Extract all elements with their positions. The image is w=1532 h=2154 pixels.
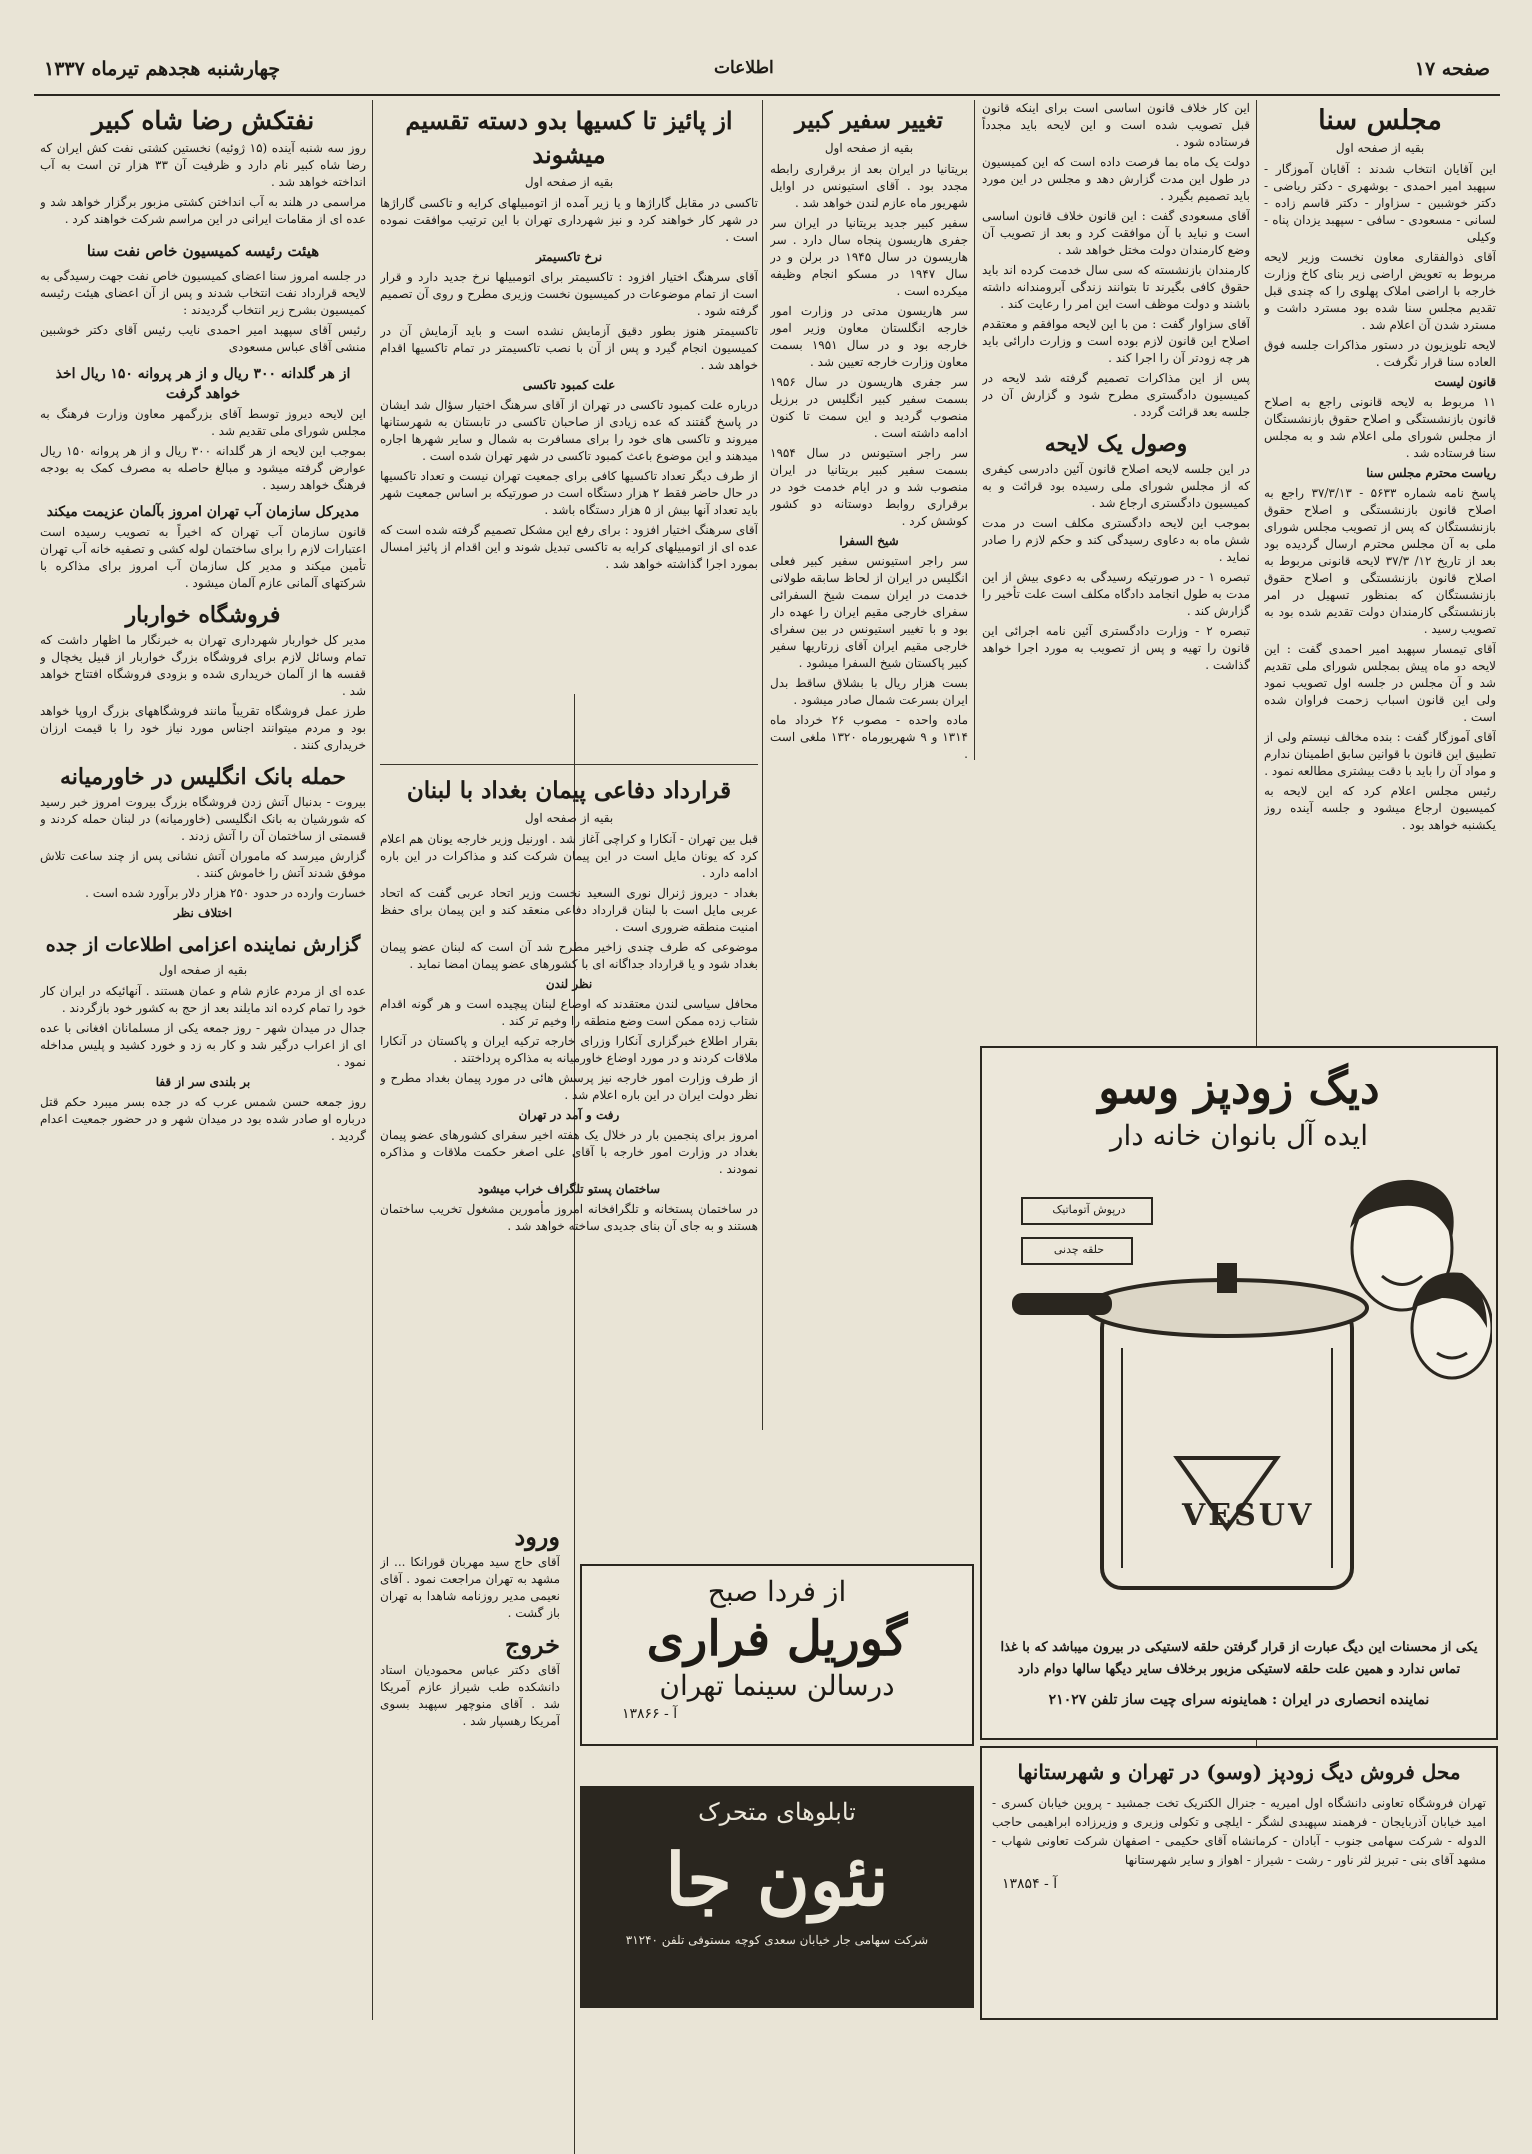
article-subhead: بقیه از صفحه اول (524, 175, 614, 189)
ad-vesuv-brand-stamp: VESUV (1182, 1498, 1315, 1533)
article-subhead: بقیه از صفحه اول (524, 811, 614, 825)
article-paragraph: پس از این مذاکرات تصمیم گرفته شد لایحه در کمیسیون دادگستری مطرح شود و گزارش آن در جلسه بعد قرائت گردد . (982, 371, 1250, 419)
article-subheading: رفت و آمد در تهران (518, 1108, 620, 1122)
column-senate (1264, 100, 1496, 1100)
column-taxis (380, 100, 758, 760)
article-paragraph: موضوعی که طرف چندی زاخیر مطرح شد آن است که لبنان عضو پیمان بغداد شود و یا قرارداد جداگانه ای با کشورهای عضو پیمان امضا نماید . (380, 940, 758, 971)
ad-neon-brand: نئون جا (665, 1837, 889, 1922)
article-paragraph: بقرار اطلاع خبرگزاری آنکارا وزرای خارجه ترکیه ایران و پاکستان در آنکارا ملاقات کردند و در مورد اوضاع خاورمیانه به مذاکره پرداختند . (380, 1034, 758, 1065)
column-ambassador (770, 100, 968, 1364)
article-paragraph: مدیر کل خواربار شهرداری تهران به خبرنگار ما اظهار داشت که تمام وسائل لازم برای فروشگاه بزرگ خواربار از قبیل یخچال و قفسه ها از آلمان خریداری شده و بزودی فروشگاه افتتاح خواهد شد . (40, 633, 366, 698)
article-paragraph: بموجب این لایحه از هر گلدانه ۳۰۰ ریال و از هر پروانه ۱۵۰ ریال عوارض گرفته میشود و مبالغ حاصله به مصرف کمک به بودجه فرهنگ خواهد رسید . (40, 444, 366, 492)
article-paragraph: پاسخ نامه شماره ۵۶۳۳ - ۳۷/۳/۱۳ راجع به اصلاح قانون بازنشستگی و اصلاح حقوق بازنشستگان که پس از تصویب مجلس شورای ملی به آن مجلس محترم ارسال گردیده بود بعد از تاریخ ۱۲/ ۳۷/۳ لایحه قانونی مربوط به اصلاح قانون بازنشستگی و اصلاح حقوق بازنشستگان که بمنظور تسهیل در امر بازنشستگی کارمندان دولت تقدیم شده بود به تصویب رسید . (1264, 486, 1496, 636)
article-paragraph: آقای ذوالفقاری معاون نخست وزیر لایحه مربوط به تعویض اراضی زیر بنای کاخ وزارت خارجه با اراضی املاک پهلوی را که چندی قبل تقدیم مجلس سنا شده بود مسترد داشت و مسترد شدن آن اعلام شد . (1264, 250, 1496, 332)
article-paragraph: از طرف وزارت امور خارجه نیز پرسش هائی در مورد پیمان بغداد مطرح و نظر دولت ایران در این باره اعلام شد . (380, 1071, 758, 1102)
article-paragraph: در ساختمان پستخانه و تلگرافخانه امروز مأمورین مشغول تخریب ساختمان هستند و به جای آن بنای جدیدی ساخته خواهد شد . (380, 1202, 758, 1233)
ad-neon-top: تابلوهای متحرک (698, 1798, 856, 1826)
article-headline: حمله بانک انگلیس در خاورمیانه (59, 764, 347, 790)
article-paragraph: سفیر کبیر جدید بریتانیا در ایران سر جفری هاریسون پنجاه سال دارد . سر هاریسون در سال ۱۹۴۵ در برلن و در سال ۱۹۴۷ در مسکو انجام وظیفه میکرده است . (770, 216, 968, 298)
ad-vesuv-slogan: ایده آل بانوان خانه دار (1109, 1119, 1368, 1152)
article-subheading: اختلاف نظر (174, 906, 232, 920)
article-headline: هیئت رئیسه کمیسیون خاص نفت سنا (86, 242, 320, 260)
article-paragraph: بیروت - بدنبال آتش زدن فروشگاه بزرگ بیروت امروز خبر رسید که شورشیان به بانک انگلیسی (خاورمیانه) در لبنان حمله کردند و قسمتی از ساختمان آن را آتش زدند . (40, 795, 366, 843)
ad-cinema-title: گوریل فراری (646, 1611, 908, 1667)
article-paragraph: خسارت وارده در حدود ۲۵۰ هزار دلار برآورد شده است . (85, 886, 366, 900)
article-paragraph: در این جلسه لایحه اصلاح قانون آئین دادرسی کیفری که از مجلس شورای ملی رسیده بود قرائت و به کمیسیون دادگستری ارجاع شد . (982, 462, 1250, 510)
article-paragraph: تبصره ۱ - در صورتیکه رسیدگی به دعوی بیش از این مدت به طول انجامد دادگاه مکلف است علت تأخیر را گزارش کند . (982, 570, 1250, 618)
article-paragraph: آقای سزاوار گفت : من با این لایحه موافقم و معتقدم اصلاح این قانون لازم بوده است و وزارت دارائی باید هر چه زودتر آن را اجرا کند . (982, 317, 1250, 365)
article-paragraph: قانون لیست (1434, 375, 1496, 389)
article-paragraph: روز جمعه حسن شمس عرب که در جده بسر میبرد حکم قتل درباره او صادر شده بود در میدان شهر و در حضور جمعیت اعدام گردید . (40, 1095, 366, 1143)
issue-date: چهارشنبه هجدهم تیرماه ۱۳۳۷ (44, 58, 281, 80)
arrivals-heading: ورود (514, 1522, 560, 1551)
ad-cinema (580, 1564, 974, 1746)
article-paragraph: کارمندان بازنشسته که سی سال خدمت کرده اند باید حقوق کافی بگیرند تا بتوانند زندگی آبرومندانه داشته باشند و دولت موظف است این امر را رعایت کند . (982, 263, 1250, 311)
newspaper-page (34, 34, 1500, 2039)
article-paragraph: آقای آموزگار گفت : بنده مخالف نیستم ولی از تطبیق این قانون با قوانین سابق اطمینان ندارم و مواد آن را باید با دقت بیشتری مطالعه نمود . (1264, 730, 1496, 778)
pressure-cooker-illustration (1012, 1263, 1367, 1588)
article-paragraph: این آقایان انتخاب شدند : آقایان آموزگار - سپهبد امیر احمدی - بوشهری - دکتر ریاضی - دکتر خوشبین - سزاوار - دکتر قاسم زاده - لسانی - مسعودی - سافی - سپهبد یزدان پناه - وکیلی (1264, 162, 1496, 244)
article-paragraph: ۱۱ مربوط به لایحه قانونی راجع به اصلاح قانون بازنشستگی و اصلاح حقوق بازنشستگان از مجلس شورای ملی اعلام شد و به مجلس سنا فرستاده شد . (1264, 395, 1496, 460)
column-rule (974, 100, 975, 760)
article-headline: نفتکش رضا شاه کبیر (91, 106, 315, 135)
article-paragraph: طرز عمل فروشگاه تقریباً مانند فروشگاههای بزرگ اروپا خواهد بود و مردم میتوانند اجناس مورد نیاز خود را با قیمت ارزان خریداری کنند . (40, 704, 366, 752)
ad-stores-text: تهران فروشگاه تعاونی دانشگاه اول امیریه - جنرال الکتریک تخت جمشید - پروین خیابان کسری - امید خیابان آذربایجان - فرهمند سپهبدی لشگر - ایلچی و تکولی وزیری و وزیرزاده ابراهیمی حاجب الدوله - شرکت سهامی جنوب - آبادان - کرمانشاه آقای حکیمی - اصفهان شرکت تعاونی شهاب - مشهد آقای بنی - تبریز لثر ناور - رشت - شیراز - اهواز و سایر شهرستانها (992, 1796, 1486, 1867)
article-paragraph: بریتانیا در ایران بعد از برقراری رابطه مجدد بود . آقای استیونس در اوایل شهریور ماه عازم لندن خواهد شد . (770, 162, 968, 210)
article-headline: تغییر سفیر کبیر (794, 107, 944, 134)
ad-stores-code: آ - ۱۳۸۵۴ (1002, 1876, 1058, 1892)
ad-cinema-line1: از فردا صبح (707, 1575, 847, 1608)
ad-vesuv-desc2: تماس ندارد و همین علت حلقه لاستیکی مزبور برخلاف سایر دیگها سالها دوام دارد (1017, 1662, 1461, 1677)
ad-vesuv (980, 1046, 1498, 1740)
article-subheading: بر بلندی سر از قفا (155, 1075, 251, 1089)
ad-cinema-code: آ - ۱۳۸۶۶ (622, 1706, 678, 1722)
column-baghdad-pact (380, 770, 758, 1500)
article-paragraph: رئیس آقای سپهبد امیر احمدی نایب رئیس آقای دکتر خوشبین منشی آقای عباس مسعودی (40, 323, 366, 354)
article-subhead: بقیه از صفحه اول (1335, 141, 1425, 155)
ad-vesuv-title: دیگ زودپز وسو (1098, 1063, 1380, 1114)
article-paragraph: سر هاریسون مدتی در وزارت امور خارجه انگلستان معاون وزیر امور خارجه بود و در سال ۱۹۵۱ بسمت معاون وزارت خارجه تعیین شد . (770, 304, 968, 369)
ad-cinema-venue: درسالن سینما تهران (659, 1669, 895, 1702)
article-headline: قرارداد دفاعی پیمان بغداد با لبنان (406, 777, 732, 804)
article-paragraph: درباره علت کمبود تاکسی در تهران از آقای سرهنگ اختیار سؤال شد ایشان در پاسخ گفتند که عده زیادی از صاحبان تاکسی در تابستان به شهرستانها میروند و تاکسی های خود را برای مسافرت به شمال و سایر شهرها اجاره میدهند و این موضوع باعث کمبود تاکسی در شهر تهران شده است . (380, 398, 758, 463)
couple-illustration (1350, 1180, 1492, 1378)
article-paragraph: در جلسه امروز سنا اعضای کمیسیون خاص نفت جهت رسیدگی به لایحه قرارداد نفت انتخاب شدند و پس از آن اعضای هیئت رئیسه کمیسیون بشرح زیر انتخاب گردیدند : (40, 269, 366, 317)
article-paragraph: قانون سازمان آب تهران که اخیراً به تصویب رسیده است اعتبارات لازم را برای ساختمان لوله کشی و تصفیه خانه آب تهران تأمین میکند و مدیر کل سازمان آب امروز برای مذاکره با شرکتهای آلمانی عازم آلمان میشود . (40, 525, 366, 590)
page-header (34, 54, 1500, 94)
ad-vesuv-label-b: حلقه چدنی (1053, 1243, 1105, 1256)
article-paragraph: آقای سرهنگ اختیار افزود : تاکسیمتر برای اتومبیلها نرخ جدید دارد و قرار است از تمام موضوعات در کمیسیون نخست وزیری مطرح و روی آن تصمیم گرفته شود . (380, 270, 758, 318)
ad-vesuv-label-a: درپوش آتوماتیک (1052, 1203, 1126, 1216)
article-paragraph: از طرف دیگر تعداد تاکسیها کافی برای جمعیت تهران نیست و تعداد تاکسیها در حال حاضر فقط ۲ هزار دستگاه است در صورتیکه بر اساس جمعیت شهر باید تعداد آنها بیش از ۵ هزار دستگاه باشد . (380, 469, 758, 517)
article-paragraph: بست هزار ریال با بشلاق ساقط بدل ایران بسرعت شمال صادر میشود . (770, 676, 968, 707)
ad-stores-title: محل فروش دیگ زودپز (وسو) در تهران و شهرستانها (1017, 1760, 1461, 1784)
article-paragraph: محافل سیاسی لندن معتقدند که اوضاع لبنان پیچیده است و هر گونه اقدام شتاب زده ممکن است وضع منطقه را وخیم تر کند . (380, 997, 758, 1028)
article-paragraph: گزارش میرسد که ماموران آتش نشانی پس از چند ساعت تلاش موفق شدند آتش را خاموش کنند . (40, 849, 366, 880)
article-paragraph: این کار خلاف قانون اساسی است برای اینکه قانون قبل تصویب شده است و این لایحه باید مجدداً فرستاده شود . (982, 101, 1250, 149)
column-rule (372, 100, 373, 2020)
newspaper-name: اطلاعات (714, 58, 774, 78)
article-paragraph: ماده واحده - مصوب ۲۶ خرداد ماه ۱۳۱۴ و ۹ شهریورماه ۱۳۲۰ ملغی است . (770, 713, 968, 761)
article-headline: از پائیز تا کسیها بدو دسته تقسیم میشوند (405, 106, 733, 169)
column-senate-continued (982, 100, 1250, 1100)
ad-vesuv-desc1: یکی از محسنات این دیگ عبارت از قرار گرفتن حلقه لاستیکی در بیرون میباشد که با غذا (1000, 1640, 1478, 1655)
article-paragraph: لایحه تلویزیون در دستور مذاکرات جلسه فوق العاده سنا قرار نگرفت . (1264, 338, 1496, 369)
article-paragraph: بغداد - دیروز ژنرال نوری السعید نخست وزیر اتحاد عربی گفت که اتحاد عربی مایل است با لبنان قرارداد دفاعی منعقد کند و این پیمان برای حفظ امنیت منطقه ضروری است . (380, 886, 758, 934)
departures-text: آقای دکتر عباس محمودیان استاد دانشکده طب شیراز عازم آمریکا شد . آقای منوچهر سپهبد بسوی آمریکا رهسپار شد . (380, 1663, 560, 1728)
article-paragraph: قبل بین تهران - آنکارا و کراچی آغاز شد . اورنیل وزیر خارجه یونان هم اعلام کرد که یونان مایل است در این پیمان شرکت کند و مذاکرات در این باره ادامه دارد . (380, 832, 758, 880)
article-subheading: نرخ تاکسیمتر (535, 250, 603, 264)
article-subheading: نظر لندن (545, 977, 593, 991)
ad-stores (980, 1746, 1498, 2020)
article-subheading: شیخ السفرا (839, 534, 899, 548)
article-paragraph: آقای تیمسار سپهبد امیر احمدی گفت : این لایحه دو ماه پیش بمجلس شورای ملی تقدیم شد و آن مجلس در جلسه اول تصویب نمود ولی این قانون اسباب زحمت فراوان شده است . (1264, 642, 1496, 724)
column-left (40, 100, 366, 2030)
article-paragraph: مراسمی در هلند به آب انداختن کشتی مزبور برگزار خواهد شد و عده ای از مقامات ایرانی در این مراسم شرکت خواهند کرد . (40, 195, 366, 226)
article-paragraph: سر راجر استیونس در سال ۱۹۵۴ بسمت سفیر کبیر بریتانیا در ایران منصوب شد و در ایام خدمت خود در برقراری روابط دوستانه دو کشور کوشش کرد . (770, 446, 968, 528)
article-paragraph: تاکسی در مقابل گاراژها و یا زیر آمده از اتومبیلهای کرایه و تاکسی گاراژها در شهر کار خواهند کرد و نیز شهرداری تهران با این ترتیب موافقت نموده است . (380, 196, 758, 244)
article-headline: گزارش نماینده اعزامی اطلاعات از جده (45, 934, 361, 956)
article-paragraph: آقای سرهنگ اختیار افزود : برای رفع این مشکل تصمیم گرفته شده است که عده ای از اتومبیلهای کرایه به تاکسی تبدیل شوند و این اقدام از پائیز امسال بمورد اجرا گذاشته خواهد شد . (380, 523, 758, 571)
section-heading: وصول یک لایحه (1044, 431, 1188, 457)
article-headline: از هر گلدانه ۳۰۰ ریال و از هر پروانه ۱۵۰ ریال اخذ خواهد گرفت (55, 366, 351, 402)
article-paragraph: آقای مسعودی گفت : این قانون خلاف قانون اساسی است و نباید با آن موافقت کرد و بعد از تصویب آن وضع کارمندان دولت مختل خواهد شد . (982, 209, 1250, 257)
article-paragraph: عده ای از مردم عازم شام و عمان هستند . آنهائیکه در ایران کار خود را تمام کرده اند مایلند بعد از حج به کشور خود بازگردند . (40, 984, 366, 1015)
article-subheading: علت کمبود تاکسی (522, 378, 616, 392)
article-paragraph: تبصره ۲ - وزارت دادگستری آئین نامه اجرائی این قانون را تهیه و پس از تصویب به مورد اجرا خواهد گذاشت . (982, 624, 1250, 672)
ad-vesuv-agent: نماینده انحصاری در ایران : هماینونه سرای چیت ساز تلفن ۲۱۰۲۷ (1048, 1692, 1430, 1708)
article-headline: مجلس سنا (1318, 105, 1442, 136)
article-paragraph: امروز برای پنجمین بار در خلال یک هفته اخیر سفرای کشورهای عضو پیمان بغداد در وزارت امور خارجه با آقای علی اصغر حکمت ملاقات و مذاکره نمودند . (380, 1128, 758, 1176)
article-paragraph: تاکسیمتر هنوز بطور دقیق آزمایش نشده است و باید آزمایش آن در کمیسیون انجام گیرد و پس از آن با نصب تاکسیمتر در تمام تاکسیها اقدام خواهد شد . (380, 324, 758, 372)
header-rule (34, 94, 1500, 96)
article-subhead: بقیه از صفحه اول (824, 141, 914, 155)
article-headline: مدیرکل سازمان آب تهران امروز بآلمان عزیمت میکند (46, 504, 360, 520)
page-number: صفحه ۱۷ (1414, 58, 1490, 80)
article-subheading: ساختمان پستو تلگراف خراب میشود (477, 1182, 661, 1196)
article-paragraph: ریاست محترم مجلس سنا (1366, 466, 1496, 480)
article-paragraph: سر جفری هاریسون در سال ۱۹۵۶ بسمت سفیر کبیر انگلیس در برزیل منصوب گردید و این سمت تا کنون ادامه داشته است . (770, 375, 968, 440)
column-rule (762, 100, 763, 1430)
ad-neon-bottom: شرکت سهامی جار خیابان سعدی کوچه مستوفی تلفن ۳۱۲۴۰ (625, 1933, 929, 1947)
arrivals-departures (380, 1514, 560, 2014)
arrivals-text: آقای حاج سید مهربان قورانکا ... از مشهد به تهران مراجعت نمود . آقای نعیمی مدیر روزنامه شاهدا به تهران باز گشت . (380, 1555, 560, 1620)
article-paragraph: رئیس مجلس اعلام کرد که این لایحه به کمیسیون ارجاع میشود و جلسه آینده روز یکشنبه خواهد بود . (1264, 784, 1496, 832)
section-rule (380, 764, 758, 765)
article-paragraph: دولت یک ماه بما فرصت داده است که این کمیسیون در طول این مدت گزارش دهد و مجلس در این مورد باید تصمیم بگیرد . (982, 155, 1250, 203)
ad-vesuv-illustration (982, 1158, 1492, 1628)
article-paragraph: بموجب این لایحه دادگستری مکلف است در مدت شش ماه به دعاوی رسیدگی کند و حکم لازم را صادر نماید . (982, 516, 1250, 564)
article-paragraph: سر راجر استیونس سفیر کبیر فعلی انگلیس در ایران از لحاظ سابقه طولانی خدمت در ایران سمت شیخ السفرائی سفرای خارجی مقیم ایران را عهده دار بود و با تغییر استیونس در بین سفرای خارجی مقیم ایران آقای زرتاریها سفیر کبیر پاکستان شیخ السفرا میشود . (770, 554, 968, 670)
article-subhead: بقیه از صفحه اول (158, 963, 248, 977)
article-paragraph: این لایحه دیروز توسط آقای بزرگمهر معاون وزارت فرهنگ به مجلس شورای ملی تقدیم شد . (40, 407, 366, 438)
ad-neon (580, 1786, 974, 2008)
article-paragraph: روز سه شنبه آینده (۱۵ ژوئیه) نخستین کشتی نفت کش ایران که رضا شاه کبیر نام دارد و ظرفیت آن ۳۳ هزار تن است به آب انداخته خواهد شد . (40, 141, 366, 189)
article-headline: فروشگاه خواربار (125, 602, 281, 628)
departures-heading: خروج (504, 1630, 560, 1659)
article-paragraph: جدال در میدان شهر - روز جمعه یکی از مسلمانان افغانی با عده ای از اعراب درگیر شد و کار به زد و خورد کشید و پلیس مداخله نمود . (40, 1021, 366, 1069)
